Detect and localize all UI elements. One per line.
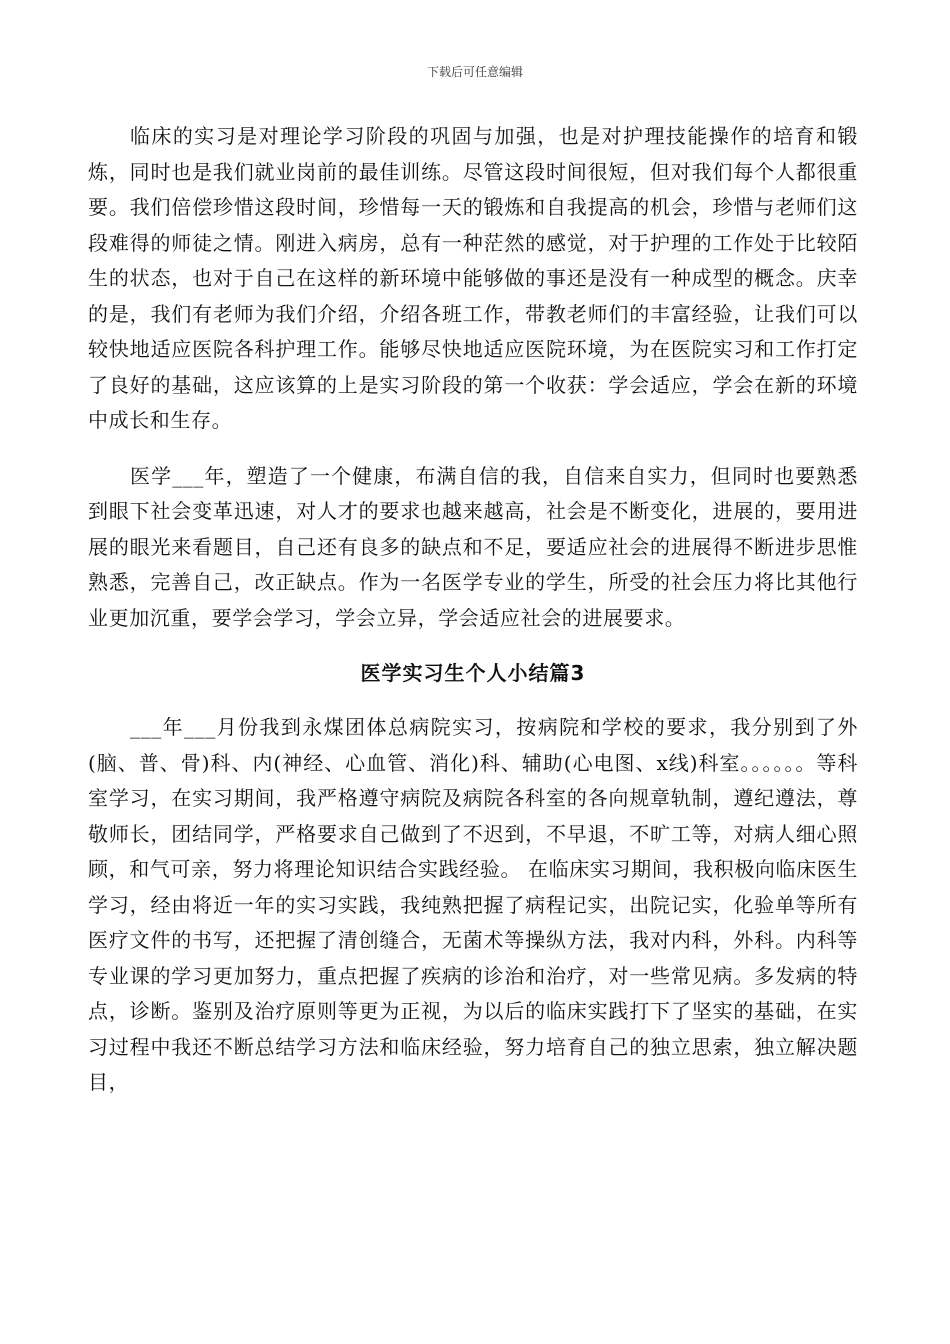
paragraph-hospital-internship: ___年___月份我到永煤团体总病院实习，按病院和学校的要求，我分别到了外(脑、普、骨)科、内(神经、心血管、消化)科、辅助(心电图、x线)科室。。。。。。等科室学习，在实习期间，我严格遵守病院及病院各科室的各向规章轨制，遵纪遵法，尊敬师长，团结同学，严格要求自己做到了不迟到，不早退，不旷工等，对病人细心照顾，和气可亲，努力将理论知识结合实践经验。 在临床实习期间，我积极向临床医生学习，经由将近一年的实习实践，我纯熟把握了病程记实，出院记实，化验单等所有医疗文件的书写，还把握了清创缝合，无菌术等操纵方法，我对内科，外科。内科等专业课的学习更加努力，重点把握了疾病的诊治和治疗，对一些常见病。多发病的特点，诊断。鉴别及治疗原则等更为正视，为以后的临床实践打下了坚实的基础，在实习过程中我还不断总结学习方法和临床经验，努力培育自己的独立思索，独立解决题目， (88, 715, 858, 1094)
document-body (88, 119, 858, 1101)
section-title: 医学实习生个人小结篇3 (360, 661, 586, 685)
paragraph-medical-years: 医学___年，塑造了一个健康，布满自信的我，自信来自实力，但同时也要熟悉到眼下社会变革迅速，对人才的要求也越来越高，社会是不断变化，进展的，要用进展的眼光来看题目，自己还有良多的缺点和不足，要适应社会的进展得不断进步思惟熟悉，完善自己，改正缺点。作为一名医学专业的学生，所受的社会压力将比其他行业更加沉重，要学会学习，学会立异，学会适应社会的进展要求。 (88, 463, 858, 630)
paragraph-clinical-internship: 临床的实习是对理论学习阶段的巩固与加强，也是对护理技能操作的培育和锻炼，同时也是我们就业岗前的最佳训练。尽管这段时间很短，但对我们每个人都很重要。我们倍偿珍惜这段时间，珍惜每一天的锻炼和自我提高的机会，珍惜与老师们这段难得的师徒之情。刚进入病房，总有一种茫然的感觉，对于护理的工作处于比较陌生的状态，也对于自己在这样的新环境中能够做的事还是没有一种成型的概念。庆幸的是，我们有老师为我们介绍，介绍各班工作，带教老师们的丰富经验，让我们可以较快地适应医院各科护理工作。能够尽快地适应医院环境，为在医院实习和工作打定了良好的基础，这应该算的上是实习阶段的第一个收获：学会适应，学会在新的环境中成长和生存。 (88, 124, 858, 432)
download-note: 下载后可任意编辑 (426, 65, 523, 79)
